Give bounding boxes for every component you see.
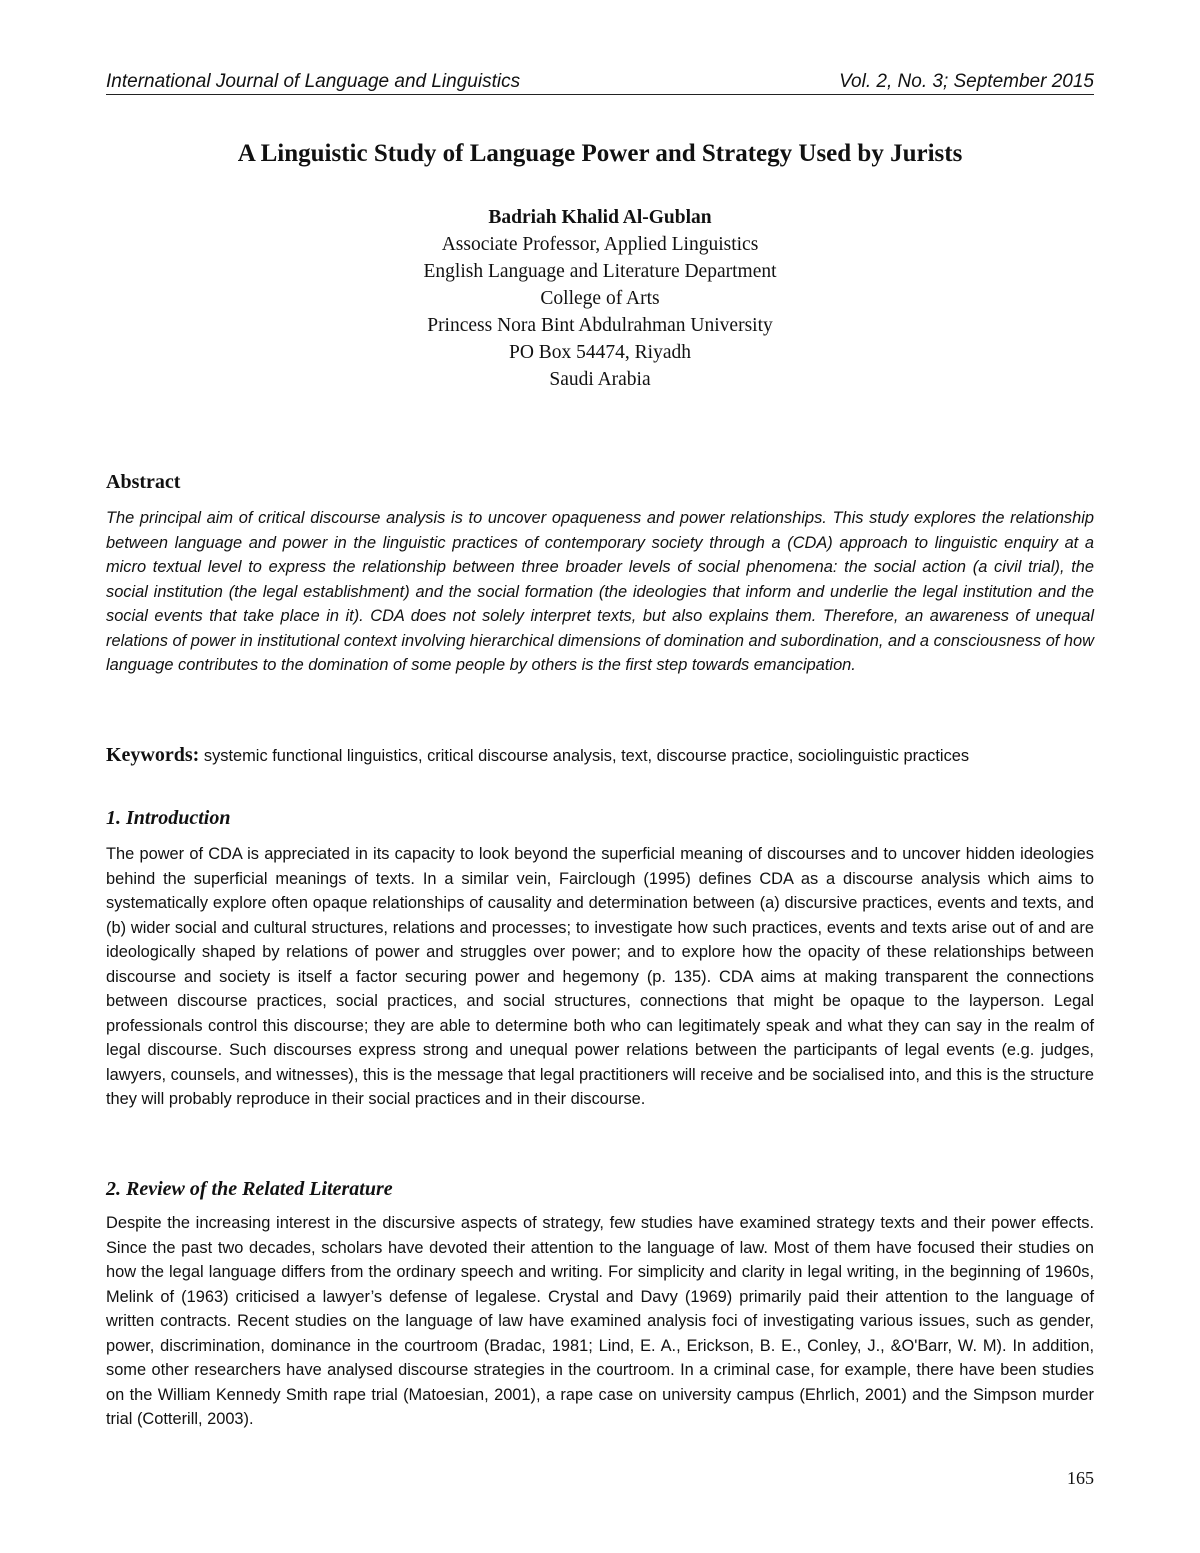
section-heading-literature-review: 2. Review of the Related Literature: [106, 1178, 393, 1200]
abstract-text: The principal aim of critical discourse analysis is to uncover opaqueness and power relationships. This study explores the relationship between language and power in the linguistic practices of contemporary society through a (CDA) approach to linguistic enquiry at a micro textual level to express the relationship between three broader levels of social phenomena: the social action (a civil trial), the social institution (the legal establishment) and the social formation (the ideologies that inform and underlie the legal institution and the social events that take place in it). CDA does not solely interpret texts, but also explains them. Therefore, an awareness of unequal relations of power in institutional context involving hierarchical dimensions of domination and subordination, and a consciousness of how language contributes to the domination of some people by others is the first step towards emancipation.: [106, 509, 1094, 674]
paper-title: A Linguistic Study of Language Power and Strategy Used by Jurists: [237, 140, 963, 167]
affiliation-line: PO Box 54474, Riyadh: [508, 342, 691, 363]
affiliation-line: Princess Nora Bint Abdulrahman University: [427, 315, 773, 336]
section-text-literature-review: Despite the increasing interest in the discursive aspects of strategy, few studies have examined strategy texts and their power effects. Since the past two decades, scholars have devoted their attention to the language of law. Most of them have focused their studies on how the legal language differs from the ordinary speech and writing. For simplicity and clarity in legal writing, in the beginning of 1960s, Melink of (1963) criticised a lawyer’s defense of legalese. Crystal and Davy (1969) primarily paid their attention to the language of written contracts. Recent studies on the language of law have examined analysis foci of investigating various issues, such as gender, power, discrimination, dominance in the courtroom (Bradac, 1981; Lind, E. A., Erickson, B. E., Conley, J., &O'Barr, W. M). In addition, some other researchers have analysed discourse strategies in the courtroom. In a criminal case, for example, there have been studies on the William Kennedy Smith rape trial (Matoesian, 2001), a rape case on university campus (Ehrlich, 2001) and the Simpson murder trial (Cotterill, 2003).: [106, 1214, 1094, 1428]
keywords: [106, 743, 1094, 769]
section-text-introduction: The power of CDA is appreciated in its capacity to look beyond the superficial meaning of discourses and to uncover hidden ideologies behind the superficial meanings of texts. In a similar vein, Fairclough (1995) defines CDA as a discourse analysis which aims to systematically explore often opaque relationships of causality and determination between (a) discursive practices, events and texts, and (b) wider social and cultural structures, relations and processes; to investigate how such practices, events and texts arise out of and are ideologically shaped by relations of power and struggles over power; and to explore how the opacity of these relationships between discourse and society is itself a factor securing power and hegemony (p. 135). CDA aims at making transparent the connections between discourse practices, social practices, and social structures, connections that might be opaque to the layperson. Legal professionals control this discourse; they are able to determine both who can legitimately speak and what they can say in the realm of legal discourse. Such discourses express strong and unequal power relations between the participants of legal events (e.g. judges, lawyers, counsels, and witnesses), this is the message that legal practitioners will receive and be socialised into, and this is the structure they will probably reproduce in their social practices and in their discourse.: [106, 845, 1094, 1108]
affiliation-line: Saudi Arabia: [549, 369, 651, 390]
journal-name: International Journal of Language and Linguistics: [106, 71, 521, 92]
keywords-label: Keywords:: [106, 744, 200, 766]
abstract-heading: Abstract: [106, 471, 181, 493]
volume-issue: Vol. 2, No. 3; September 2015: [839, 71, 1094, 92]
affiliation-line: English Language and Literature Department: [423, 261, 777, 282]
page-number: 165: [1067, 1468, 1094, 1488]
affiliation-line: College of Arts: [540, 288, 660, 309]
author-name: Badriah Khalid Al-Gublan: [488, 207, 712, 228]
affiliation-line: Associate Professor, Applied Linguistics: [441, 234, 759, 255]
section-heading-introduction: 1. Introduction: [106, 807, 231, 829]
author-block: [106, 204, 1094, 393]
running-header: [106, 70, 1094, 95]
keywords-text: systemic functional linguistics, critical discourse analysis, text, discourse practice, sociolinguistic practices: [203, 747, 970, 765]
